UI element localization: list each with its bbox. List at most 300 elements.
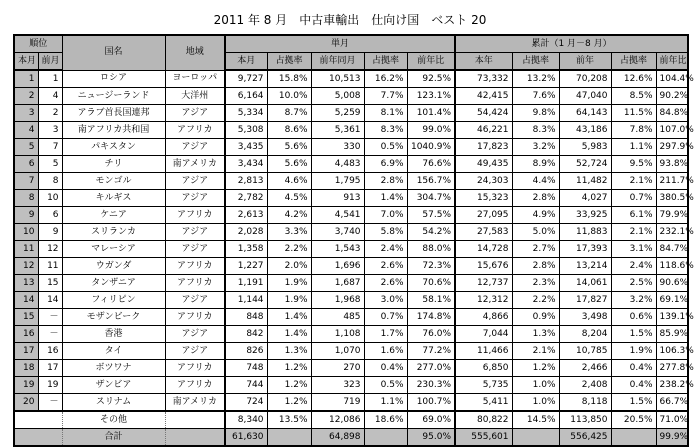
- table-row: [14, 360, 688, 377]
- prev-cum-units: 11,883: [559, 224, 611, 241]
- cum-units: 7,044: [455, 326, 512, 343]
- rank-prev: 2: [38, 105, 62, 122]
- country-header: 国名: [62, 35, 165, 70]
- month-share: 15.8%: [267, 70, 311, 88]
- prev-cum-share: 0.4%: [611, 360, 656, 377]
- month-units: 5,308: [225, 122, 267, 139]
- table-body: [14, 70, 694, 411]
- prev-cum-units: 5,983: [559, 139, 611, 156]
- month-yoy: 92.5%: [407, 70, 455, 88]
- region-name: アジア: [165, 241, 225, 258]
- prev-month-share: 7.7%: [364, 88, 407, 105]
- table-row: [14, 292, 688, 309]
- prev-year-month-header: 前年同月: [311, 53, 364, 71]
- cum-units: 5,735: [455, 377, 512, 394]
- share4-header: 占拠率: [611, 53, 656, 71]
- cum-share: 13.2%: [512, 70, 559, 88]
- month-share: 1.9%: [267, 292, 311, 309]
- region-name: アジア: [165, 343, 225, 360]
- prev-year-header: 前年: [559, 53, 611, 71]
- month-share: 1.9%: [267, 275, 311, 292]
- region-name: アジア: [165, 326, 225, 343]
- share3-header: 占拠率: [512, 53, 559, 71]
- rank-this: 18: [14, 360, 38, 377]
- other-cum-yoy: 71.0%: [656, 411, 688, 429]
- prev-month-share: 16.2%: [364, 70, 407, 88]
- month-yoy: 72.3%: [407, 258, 455, 275]
- total-yoy: 95.0%: [407, 429, 455, 447]
- region-name: 南アメリカ: [165, 156, 225, 173]
- rank-prev: 17: [38, 360, 62, 377]
- total-prev-cum: 556,425: [559, 429, 611, 447]
- table-row: [14, 394, 688, 412]
- rank-this: 1: [14, 70, 38, 88]
- prev-month-share: 0.7%: [364, 309, 407, 326]
- cum-share: 9.8%: [512, 105, 559, 122]
- cum-yoy: 90.6%: [656, 275, 688, 292]
- header-row-1: [14, 35, 688, 53]
- other-share: 13.5%: [267, 411, 311, 429]
- country-name: チリ: [62, 156, 165, 173]
- yoy-header: 前年比: [407, 53, 455, 71]
- prev-month-share: 2.4%: [364, 241, 407, 258]
- cum-units: 11,466: [455, 343, 512, 360]
- cum-yoy: 211.7%: [656, 173, 688, 190]
- prev-cum-share: 1.1%: [611, 139, 656, 156]
- other-cum: 80,822: [455, 411, 512, 429]
- rank-prev: 8: [38, 173, 62, 190]
- prev-cum-units: 8,118: [559, 394, 611, 412]
- rank-this: 4: [14, 122, 38, 139]
- prev-month-units: 3,740: [311, 224, 364, 241]
- cum-units: 54,424: [455, 105, 512, 122]
- prev-cum-share: 0.7%: [611, 190, 656, 207]
- prev-cum-units: 8,204: [559, 326, 611, 343]
- country-name: アラブ首長国連邦: [62, 105, 165, 122]
- country-name: ザンビア: [62, 377, 165, 394]
- prev-month-share: 0.5%: [364, 139, 407, 156]
- cum-yoy: 69.1%: [656, 292, 688, 309]
- prev-cum-share: 0.6%: [611, 309, 656, 326]
- prev-month-units: 5,361: [311, 122, 364, 139]
- country-name: モザンビーク: [62, 309, 165, 326]
- prev-cum-share: 2.4%: [611, 258, 656, 275]
- month-yoy: 156.7%: [407, 173, 455, 190]
- region-name: アジア: [165, 292, 225, 309]
- month-share: 5.6%: [267, 139, 311, 156]
- yoy2-header: 前年比: [656, 53, 688, 71]
- cum-yoy: 93.8%: [656, 156, 688, 173]
- cum-units: 24,303: [455, 173, 512, 190]
- rank-prev: 7: [38, 139, 62, 156]
- prev-month-share: 2.8%: [364, 173, 407, 190]
- cum-share: 5.0%: [512, 224, 559, 241]
- region-name: アジア: [165, 139, 225, 156]
- country-name: ボツワナ: [62, 360, 165, 377]
- cum-share: 3.2%: [512, 139, 559, 156]
- month-units: 842: [225, 326, 267, 343]
- prev-month-share: 1.6%: [364, 343, 407, 360]
- rank-this-header: 本月: [14, 53, 38, 71]
- cum-share: 2.1%: [512, 343, 559, 360]
- rank-this: 11: [14, 241, 38, 258]
- region-name: アフリカ: [165, 309, 225, 326]
- month-share: 2.0%: [267, 258, 311, 275]
- prev-cum-share: 6.1%: [611, 207, 656, 224]
- month-units: 1,358: [225, 241, 267, 258]
- prev-cum-share: 2.1%: [611, 224, 656, 241]
- month-yoy: 58.1%: [407, 292, 455, 309]
- prev-month-share: 2.6%: [364, 258, 407, 275]
- month-yoy: 277.0%: [407, 360, 455, 377]
- rank-prev: 9: [38, 224, 62, 241]
- country-name: マレーシア: [62, 241, 165, 258]
- other-prev-share: 18.6%: [364, 411, 407, 429]
- rank-prev: 12: [38, 241, 62, 258]
- prev-month-share: 0.5%: [364, 377, 407, 394]
- prev-month-units: 1,070: [311, 343, 364, 360]
- month-share: 4.6%: [267, 173, 311, 190]
- cum-share: 2.8%: [512, 190, 559, 207]
- month-units: 1,227: [225, 258, 267, 275]
- this-month-header: 本月: [225, 53, 267, 71]
- cum-yoy: 85.9%: [656, 326, 688, 343]
- cum-yoy: 232.1%: [656, 224, 688, 241]
- month-units: 6,164: [225, 88, 267, 105]
- month-yoy: 230.3%: [407, 377, 455, 394]
- prev-month-units: 1,543: [311, 241, 364, 258]
- month-units: 2,782: [225, 190, 267, 207]
- prev-month-units: 5,259: [311, 105, 364, 122]
- cum-yoy: 238.2%: [656, 377, 688, 394]
- prev-cum-units: 47,040: [559, 88, 611, 105]
- prev-month-share: 7.0%: [364, 207, 407, 224]
- rank-this: 13: [14, 275, 38, 292]
- rank-this: 7: [14, 173, 38, 190]
- country-name: 香港: [62, 326, 165, 343]
- rank-this: 3: [14, 105, 38, 122]
- prev-month-share: 1.7%: [364, 326, 407, 343]
- month-share: 1.2%: [267, 377, 311, 394]
- prev-month-units: 1,968: [311, 292, 364, 309]
- country-name: フィリピン: [62, 292, 165, 309]
- table-row: [14, 309, 688, 326]
- country-name: ケニア: [62, 207, 165, 224]
- cumulative-header: 累計（1 月－8 月）: [455, 35, 688, 53]
- other-prev-month: 12,086: [311, 411, 364, 429]
- prev-month-share: 0.4%: [364, 360, 407, 377]
- country-name: タイ: [62, 343, 165, 360]
- cum-units: 15,676: [455, 258, 512, 275]
- cum-share: 1.2%: [512, 360, 559, 377]
- other-label: その他: [62, 411, 165, 429]
- month-yoy: 76.0%: [407, 326, 455, 343]
- cum-share: 1.0%: [512, 394, 559, 412]
- cum-share: 1.3%: [512, 326, 559, 343]
- month-share: 4.5%: [267, 190, 311, 207]
- other-row: [14, 411, 688, 429]
- month-units: 1,191: [225, 275, 267, 292]
- prev-month-units: 330: [311, 139, 364, 156]
- country-name: ロシア: [62, 70, 165, 88]
- month-units: 3,434: [225, 156, 267, 173]
- cum-units: 27,583: [455, 224, 512, 241]
- month-share: 8.7%: [267, 105, 311, 122]
- cum-share: 1.0%: [512, 377, 559, 394]
- cum-share: 7.6%: [512, 88, 559, 105]
- country-name: ウガンダ: [62, 258, 165, 275]
- total-row: [14, 429, 688, 447]
- prev-cum-share: 8.5%: [611, 88, 656, 105]
- table-row: [14, 122, 688, 139]
- cum-units: 49,435: [455, 156, 512, 173]
- prev-cum-units: 33,925: [559, 207, 611, 224]
- cum-share: 4.4%: [512, 173, 559, 190]
- total-label: 合計: [62, 429, 165, 447]
- cum-units: 6,850: [455, 360, 512, 377]
- rank-this: 5: [14, 139, 38, 156]
- table-row: [14, 224, 688, 241]
- country-name: モンゴル: [62, 173, 165, 190]
- month-units: 2,028: [225, 224, 267, 241]
- prev-cum-share: 1.5%: [611, 394, 656, 412]
- cum-share: 8.9%: [512, 156, 559, 173]
- cum-units: 17,823: [455, 139, 512, 156]
- month-yoy: 54.2%: [407, 224, 455, 241]
- rank-this: 12: [14, 258, 38, 275]
- rank-this: 8: [14, 190, 38, 207]
- other-prev-cum: 113,850: [559, 411, 611, 429]
- country-name: キルギス: [62, 190, 165, 207]
- region-name: アジア: [165, 105, 225, 122]
- month-yoy: 99.0%: [407, 122, 455, 139]
- cum-yoy: 79.9%: [656, 207, 688, 224]
- region-name: 南アメリカ: [165, 394, 225, 412]
- cum-yoy: 277.8%: [656, 360, 688, 377]
- prev-cum-share: 9.5%: [611, 156, 656, 173]
- prev-cum-share: 11.5%: [611, 105, 656, 122]
- cum-yoy: 297.9%: [656, 139, 688, 156]
- cum-share: 2.2%: [512, 292, 559, 309]
- prev-month-units: 4,483: [311, 156, 364, 173]
- prev-cum-units: 52,724: [559, 156, 611, 173]
- cum-units: 27,095: [455, 207, 512, 224]
- prev-month-units: 323: [311, 377, 364, 394]
- rank-this: 10: [14, 224, 38, 241]
- cum-share: 2.3%: [512, 275, 559, 292]
- table-row: [14, 258, 688, 275]
- month-share: 1.4%: [267, 309, 311, 326]
- prev-cum-units: 10,785: [559, 343, 611, 360]
- prev-cum-share: 0.4%: [611, 377, 656, 394]
- prev-month-units: 1,696: [311, 258, 364, 275]
- month-share: 1.2%: [267, 394, 311, 412]
- rank-this: 14: [14, 292, 38, 309]
- total-cum: 555,601: [455, 429, 512, 447]
- prev-cum-units: 17,827: [559, 292, 611, 309]
- region-name: アフリカ: [165, 258, 225, 275]
- table-row: [14, 105, 688, 122]
- cum-yoy: 66.7%: [656, 394, 688, 412]
- month-yoy: 304.7%: [407, 190, 455, 207]
- prev-month-share: 8.3%: [364, 122, 407, 139]
- cum-yoy: 90.2%: [656, 88, 688, 105]
- prev-month-units: 1,795: [311, 173, 364, 190]
- month-units: 5,334: [225, 105, 267, 122]
- month-units: 1,144: [225, 292, 267, 309]
- cum-units: 42,415: [455, 88, 512, 105]
- cum-units: 15,323: [455, 190, 512, 207]
- rank-prev: 15: [38, 275, 62, 292]
- table-row: [14, 207, 688, 224]
- cum-yoy: 106.3%: [656, 343, 688, 360]
- region-name: アフリカ: [165, 207, 225, 224]
- table-row: [14, 139, 688, 156]
- cum-share: 0.9%: [512, 309, 559, 326]
- table-row: [14, 343, 688, 360]
- month-share: 4.2%: [267, 207, 311, 224]
- prev-month-share: 6.9%: [364, 156, 407, 173]
- table-row: [14, 190, 688, 207]
- month-units: 748: [225, 360, 267, 377]
- rank-prev: 11: [38, 258, 62, 275]
- country-name: ニュージーランド: [62, 88, 165, 105]
- month-units: 744: [225, 377, 267, 394]
- rank-prev: 16: [38, 343, 62, 360]
- prev-month-units: 1,687: [311, 275, 364, 292]
- prev-month-share: 8.1%: [364, 105, 407, 122]
- month-yoy: 100.7%: [407, 394, 455, 412]
- prev-cum-units: 43,186: [559, 122, 611, 139]
- monthly-header: 単月: [225, 35, 455, 53]
- prev-cum-share: 3.2%: [611, 292, 656, 309]
- rank-prev: 4: [38, 88, 62, 105]
- country-name: 南アフリカ共和国: [62, 122, 165, 139]
- month-yoy: 88.0%: [407, 241, 455, 258]
- table-row: [14, 377, 688, 394]
- prev-cum-units: 2,408: [559, 377, 611, 394]
- month-yoy: 77.2%: [407, 343, 455, 360]
- rank-this: 15: [14, 309, 38, 326]
- prev-cum-units: 4,027: [559, 190, 611, 207]
- rank-this: 20: [14, 394, 38, 412]
- country-name: タンザニア: [62, 275, 165, 292]
- other-yoy: 69.0%: [407, 411, 455, 429]
- cum-share: 2.7%: [512, 241, 559, 258]
- other-cum-share: 14.5%: [512, 411, 559, 429]
- rank-this: 2: [14, 88, 38, 105]
- cum-units: 14,728: [455, 241, 512, 258]
- region-name: アフリカ: [165, 360, 225, 377]
- other-month: 8,340: [225, 411, 267, 429]
- prev-cum-share: 12.6%: [611, 70, 656, 88]
- cum-units: 4,866: [455, 309, 512, 326]
- prev-month-units: 913: [311, 190, 364, 207]
- prev-cum-share: 1.9%: [611, 343, 656, 360]
- prev-month-units: 1,108: [311, 326, 364, 343]
- cum-units: 12,312: [455, 292, 512, 309]
- cum-yoy: 104.4%: [656, 70, 688, 88]
- rank-prev: 3: [38, 122, 62, 139]
- rank-prev-header: 前月: [38, 53, 62, 71]
- cum-yoy: 139.1%: [656, 309, 688, 326]
- month-units: 9,727: [225, 70, 267, 88]
- cum-yoy: 84.8%: [656, 105, 688, 122]
- rank-prev: －: [38, 394, 62, 412]
- prev-cum-share: 3.1%: [611, 241, 656, 258]
- month-share: 1.4%: [267, 326, 311, 343]
- month-units: 724: [225, 394, 267, 412]
- cum-yoy: 380.5%: [656, 190, 688, 207]
- month-yoy: 76.6%: [407, 156, 455, 173]
- month-yoy: 57.5%: [407, 207, 455, 224]
- month-yoy: 174.8%: [407, 309, 455, 326]
- table-row: [14, 88, 688, 105]
- region-header: 地域: [165, 35, 225, 70]
- prev-cum-units: 11,482: [559, 173, 611, 190]
- region-name: 大洋州: [165, 88, 225, 105]
- rank-prev: 10: [38, 190, 62, 207]
- cum-units: 46,221: [455, 122, 512, 139]
- table-row: [14, 70, 688, 88]
- month-units: 2,613: [225, 207, 267, 224]
- this-year-header: 本年: [455, 53, 512, 71]
- month-share: 3.3%: [267, 224, 311, 241]
- cum-units: 12,737: [455, 275, 512, 292]
- prev-month-share: 1.1%: [364, 394, 407, 412]
- prev-month-units: 270: [311, 360, 364, 377]
- prev-month-units: 4,541: [311, 207, 364, 224]
- total-prev-month: 64,898: [311, 429, 364, 447]
- prev-cum-units: 3,498: [559, 309, 611, 326]
- cum-yoy: 84.7%: [656, 241, 688, 258]
- rank-prev: 6: [38, 207, 62, 224]
- other-prev-cum-share: 20.5%: [611, 411, 656, 429]
- country-name: スリランカ: [62, 224, 165, 241]
- region-name: アジア: [165, 173, 225, 190]
- month-units: 826: [225, 343, 267, 360]
- country-name: パキスタン: [62, 139, 165, 156]
- rank-prev: 5: [38, 156, 62, 173]
- month-yoy: 70.6%: [407, 275, 455, 292]
- month-share: 2.2%: [267, 241, 311, 258]
- share2-header: 占拠率: [364, 53, 407, 71]
- table-row: [14, 275, 688, 292]
- rank-this: 9: [14, 207, 38, 224]
- prev-cum-units: 17,393: [559, 241, 611, 258]
- cum-share: 4.9%: [512, 207, 559, 224]
- region-name: ヨーロッパ: [165, 70, 225, 88]
- month-yoy: 1040.9%: [407, 139, 455, 156]
- region-name: アフリカ: [165, 377, 225, 394]
- cum-yoy: 118.6%: [656, 258, 688, 275]
- prev-cum-share: 7.8%: [611, 122, 656, 139]
- region-name: アフリカ: [165, 122, 225, 139]
- prev-month-units: 719: [311, 394, 364, 412]
- cum-units: 73,332: [455, 70, 512, 88]
- prev-cum-share: 2.1%: [611, 173, 656, 190]
- cum-share: 2.8%: [512, 258, 559, 275]
- rank-this: 16: [14, 326, 38, 343]
- prev-cum-share: 2.5%: [611, 275, 656, 292]
- table-row: [14, 241, 688, 258]
- cum-yoy: 107.0%: [656, 122, 688, 139]
- prev-month-share: 5.8%: [364, 224, 407, 241]
- rank-this: 17: [14, 343, 38, 360]
- country-name: スリナム: [62, 394, 165, 412]
- prev-month-share: 1.4%: [364, 190, 407, 207]
- month-share: 5.6%: [267, 156, 311, 173]
